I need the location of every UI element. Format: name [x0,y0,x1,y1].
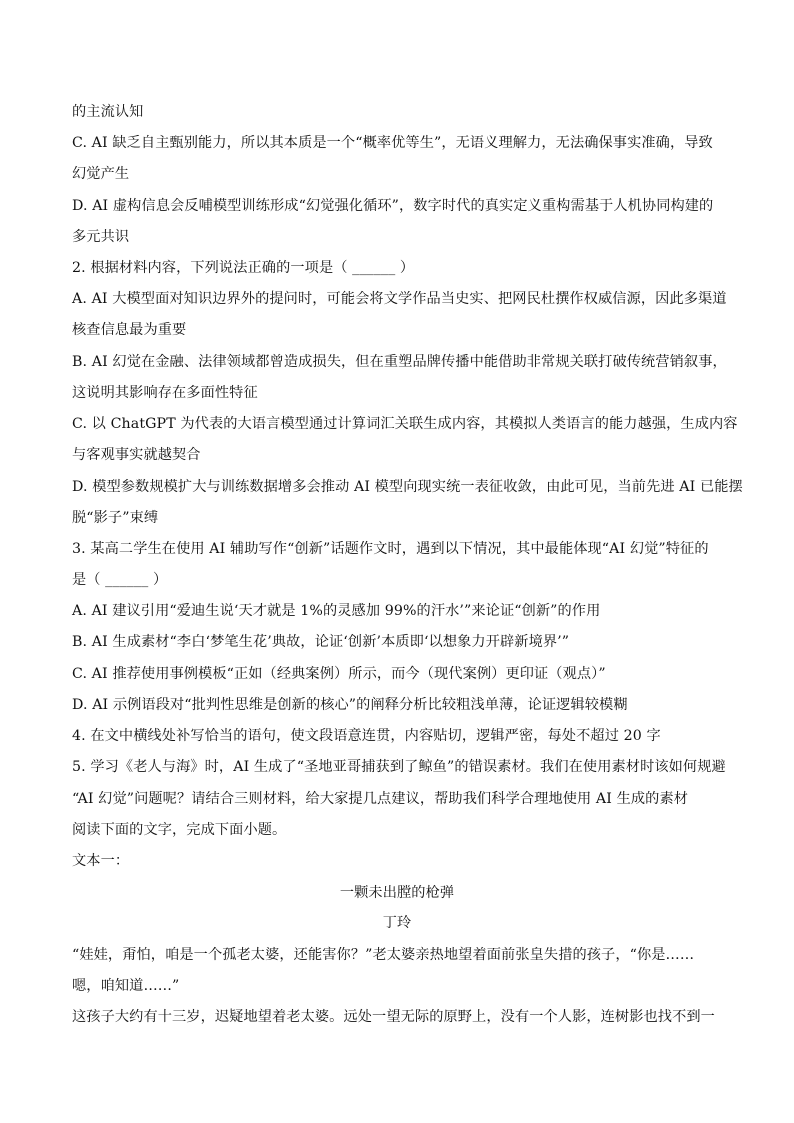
paragraph-line: 嗯，咱知道……” [72,978,180,994]
q3-option-b: B. AI 生成素材“李白‘梦笔生花’典故，论证‘创新’本质即‘以想象力开辟新境界’” [72,634,570,650]
question-4: 4. 在文中横线处补写恰当的语句，使文段语意连贯，内容贴切，逻辑严密，每处不超过 20 字 [72,728,661,744]
option-d-line: D. AI 虚构信息会反哺模型训练形成“幻觉强化循环”，数字时代的真实定义重构需基于人机协同构建的 [72,198,714,214]
paragraph-line: “娃娃，甭怕，咱是一个孤老太婆，还能害你？”老太婆亲热地望着面前张皇失措的孩子，“你是…… [72,947,695,963]
q3-option-c: C. AI 推荐使用事例模板“正如（经典案例）所示，而今（现代案例）更印证（观点）” [72,666,606,682]
text-line: 是（ ______ ） [72,572,168,588]
q2-option-c: C. 以 ChatGPT 为代表的大语言模型通过计算词汇关联生成内容，其模拟人类语言的能力越强，生成内容 [72,416,738,432]
text-line: 核查信息最为重要 [72,322,187,338]
text-line: 脱“影子”束缚 [72,510,159,526]
q3-option-a: A. AI 建议引用“爱迪生说‘天才就是 1%的灵感加 99%的汗水’”来论证“创新”的作用 [72,603,601,619]
option-c-line: C. AI 缺乏自主甄别能力，所以其本质是一个“概率优等生”，无语义理解力，无法确保事实准确，导致 [72,135,713,151]
reading-instruction: 阅读下面的文字，完成下面小题。 [72,822,287,838]
story-author: 丁玲 [382,915,412,931]
q3-option-d: D. AI 示例语段对“批判性思维是创新的核心”的阐释分析比较粗浅单薄，论证逻辑较模糊 [72,697,628,713]
text-line: 这说明其影响存在多面性特征 [72,385,258,401]
question-5: 5. 学习《老人与海》时，AI 生成了“圣地亚哥捕获到了鲸鱼”的错误素材。我们在使用素材时该如何规避 [72,759,726,775]
q2-option-b: B. AI 幻觉在金融、法律领域都曾造成损失，但在重塑品牌传播中能借助非常规关联打破传统营销叙事， [72,354,727,370]
q2-option-d: D. 模型参数规模扩大与训练数据增多会推动 AI 模型向现实统一表征收敛，由此可见，当前先进 AI 已能摆 [72,479,743,495]
question-2: 2. 根据材料内容，下列说法正确的一项是（ ______ ） [72,260,415,276]
paragraph-line: 这孩子大约有十三岁，迟疑地望着老太婆。远处一望无际的原野上，没有一个人影，连树影也找不到一 [72,1009,715,1025]
story-title: 一颗未出膛的枪弹 [339,885,455,901]
text-one-label: 文本一： [72,853,130,869]
question-3: 3. 某高二学生在使用 AI 辅助写作“创新”话题作文时，遇到以下情况，其中最能体现“AI 幻觉”特征的 [72,541,709,557]
text-line: 的主流认知 [72,104,144,120]
text-line: 多元共识 [72,229,130,245]
text-line: 与客观事实就越契合 [72,447,201,463]
text-line: 幻觉产生 [72,166,130,182]
text-line: “AI 幻觉”问题呢？请结合三则材料，给大家提几点建议，帮助我们科学合理地使用 AI 生成的素材 [72,791,689,807]
q2-option-a: A. AI 大模型面对知识边界外的提问时，可能会将文学作品当史实、把网民杜撰作权威信源，因此多渠道 [72,291,727,307]
